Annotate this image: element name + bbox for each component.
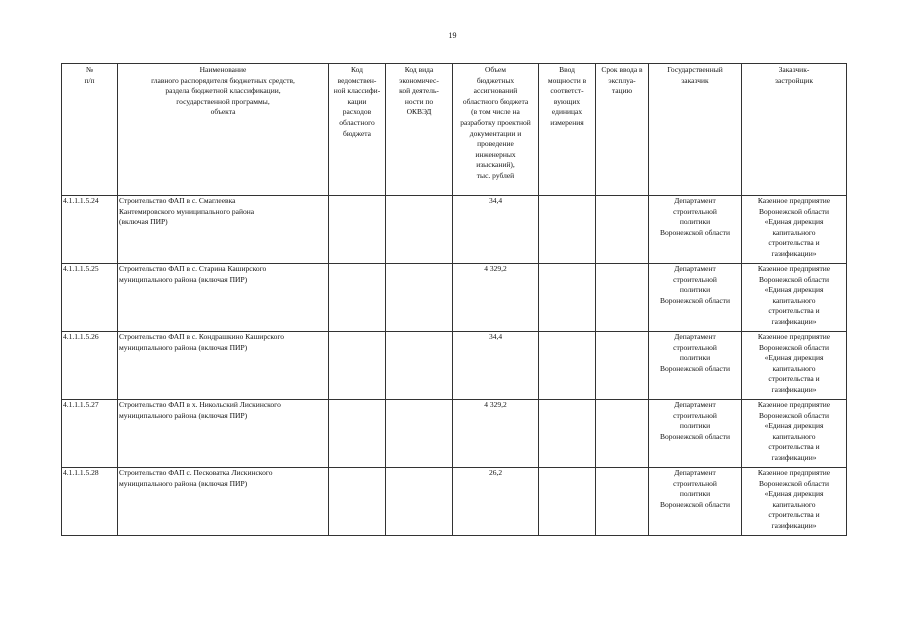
cell-code-dept xyxy=(329,264,386,332)
cell-developer: Казенное предприятие Воронежской области «Единая дирекция капитального строительства и газификации» xyxy=(742,400,847,468)
cell-customer: Департамент строительной политики Воронежской области xyxy=(649,196,742,264)
page-number: 19 xyxy=(448,31,457,40)
cell-term xyxy=(596,332,649,400)
cell-num: 4.1.1.1.5.27 xyxy=(62,400,118,468)
cell-code-dept xyxy=(329,332,386,400)
cell-customer: Департамент строительной политики Воронежской области xyxy=(649,332,742,400)
cell-capacity xyxy=(539,400,596,468)
cell-customer: Департамент строительной политики Воронежской области xyxy=(649,468,742,536)
cell-code-okved xyxy=(386,196,453,264)
cell-customer: Департамент строительной политики Воронежской области xyxy=(649,400,742,468)
table-row xyxy=(62,332,847,400)
cell-term xyxy=(596,196,649,264)
cell-name: Строительство ФАП в с. Кондрашкино Каширского муниципального района (включая ПИР) xyxy=(118,332,329,400)
cell-name: Строительство ФАП в с. Старина Каширского муниципального района (включая ПИР) xyxy=(118,264,329,332)
header-developer: Заказчик- застройщик xyxy=(742,64,847,196)
header-num: № п/п xyxy=(62,64,118,196)
cell-num: 4.1.1.1.5.24 xyxy=(62,196,118,264)
cell-num: 4.1.1.1.5.26 xyxy=(62,332,118,400)
cell-capacity xyxy=(539,332,596,400)
cell-term xyxy=(596,264,649,332)
cell-term xyxy=(596,468,649,536)
table-row xyxy=(62,264,847,332)
table-header-row xyxy=(62,64,847,196)
cell-code-okved xyxy=(386,468,453,536)
cell-name: Строительство ФАП с. Песковатка Лискинского муниципального района (включая ПИР) xyxy=(118,468,329,536)
budget-allocation-table xyxy=(61,63,847,536)
header-customer: Государственный заказчик xyxy=(649,64,742,196)
cell-name: Строительство ФАП в с. Смаглеевка Кантемировского муниципального района (включая ПИР) xyxy=(118,196,329,264)
cell-code-okved xyxy=(386,400,453,468)
header-code-dept: Код ведомствен- ной классифи- кации расходов областного бюджета xyxy=(329,64,386,196)
header-capacity: Ввод мощности в соответст- вующих единицах измерения xyxy=(539,64,596,196)
cell-volume: 4 329,2 xyxy=(453,264,539,332)
table-row xyxy=(62,468,847,536)
header-name: Наименование главного распорядителя бюджетных средств, раздела бюджетной классификации, государственной программы, объекта xyxy=(118,64,329,196)
cell-term xyxy=(596,400,649,468)
cell-capacity xyxy=(539,264,596,332)
header-code-okved: Код вида экономичес- кой деятель- ности по ОКВЭД xyxy=(386,64,453,196)
cell-capacity xyxy=(539,196,596,264)
cell-code-dept xyxy=(329,468,386,536)
cell-developer: Казенное предприятие Воронежской области «Единая дирекция капитального строительства и газификации» xyxy=(742,264,847,332)
header-volume: Объем бюджетных ассигнований областного бюджета (в том числе на разработку проектной документации и проведение инженерных изысканий), тыс. рублей xyxy=(453,64,539,196)
cell-code-dept xyxy=(329,400,386,468)
cell-volume: 26,2 xyxy=(453,468,539,536)
cell-num: 4.1.1.1.5.25 xyxy=(62,264,118,332)
cell-code-dept xyxy=(329,196,386,264)
cell-developer: Казенное предприятие Воронежской области «Единая дирекция капитального строительства и газификации» xyxy=(742,196,847,264)
cell-num: 4.1.1.1.5.28 xyxy=(62,468,118,536)
cell-volume: 34,4 xyxy=(453,332,539,400)
cell-name: Строительство ФАП в х. Никольский Лискинского муниципального района (включая ПИР) xyxy=(118,400,329,468)
table-row xyxy=(62,400,847,468)
table-row xyxy=(62,196,847,264)
cell-developer: Казенное предприятие Воронежской области «Единая дирекция капитального строительства и газификации» xyxy=(742,332,847,400)
header-term: Срок ввода в эксплуа- тацию xyxy=(596,64,649,196)
cell-code-okved xyxy=(386,264,453,332)
cell-developer: Казенное предприятие Воронежской области «Единая дирекция капитального строительства и газификации» xyxy=(742,468,847,536)
cell-volume: 4 329,2 xyxy=(453,400,539,468)
cell-code-okved xyxy=(386,332,453,400)
cell-capacity xyxy=(539,468,596,536)
cell-volume: 34,4 xyxy=(453,196,539,264)
cell-customer: Департамент строительной политики Воронежской области xyxy=(649,264,742,332)
